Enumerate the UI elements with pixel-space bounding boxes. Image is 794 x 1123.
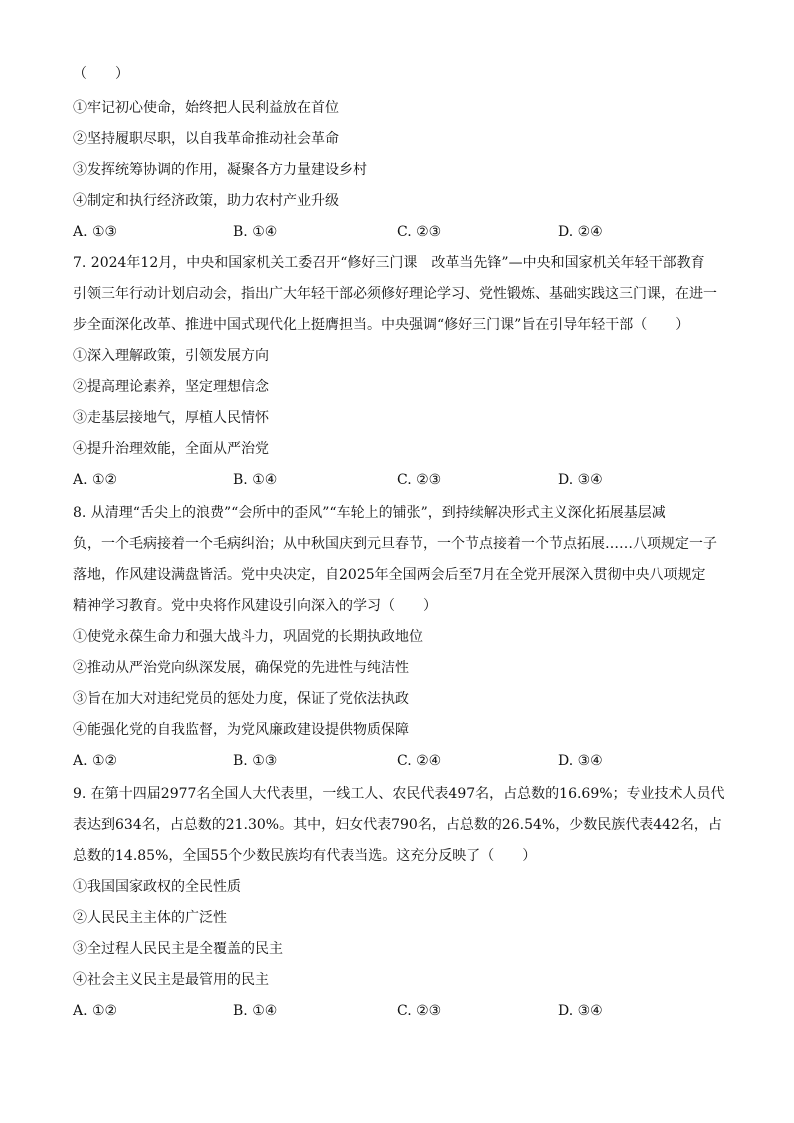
q9-option-d: D. ③④ [558, 1003, 603, 1019]
q8-statement-1: ①使党永葆生命力和强大战斗力，巩固党的长期执政地位 [73, 629, 423, 645]
q8-statement-4: ④能强化党的自我监督，为党风廉政建设提供物质保障 [73, 722, 409, 738]
q7-option-a: A. ①② [73, 472, 118, 488]
q7-statement-1: ①深入理解政策，引领发展方向 [73, 348, 269, 364]
option-a: A. ①③ [73, 224, 118, 240]
q9-option-a: A. ①② [73, 1003, 118, 1019]
q9-statement-2: ②人民民主主体的广泛性 [73, 910, 227, 926]
q8-option-a: A. ①② [73, 753, 118, 769]
q9-options-row [73, 1001, 723, 1021]
q8-stem-line-4: 精神学习教育。党中央将作风建设引向深入的学习（ ） [73, 598, 437, 614]
q9-stem-line-3: 总数的14.85%，全国55个少数民族均有代表当选。这充分反映了（ ） [73, 848, 537, 864]
q8-option-b: B. ①③ [233, 753, 278, 769]
q7-statement-2: ②提高理论素养，坚定理想信念 [73, 379, 269, 395]
q7-statement-3: ③走基层接地气，厚植人民情怀 [73, 410, 269, 426]
q7-statement-4: ④提升治理效能，全面从严治党 [73, 441, 269, 457]
q9-statement-3: ③全过程人民民主是全覆盖的民主 [73, 941, 283, 957]
q7-option-d: D. ③④ [558, 472, 603, 488]
q9-statement-1: ①我国国家政权的全民性质 [73, 879, 241, 895]
q7-stem-line-3: 步全面深化改革、推进中国式现代化上挺膺担当。中央强调“修好三门课”旨在引导年轻干部（ ） [73, 317, 690, 333]
q8-options-row [73, 751, 723, 771]
q7-option-c: C. ②③ [397, 472, 442, 488]
q8-stem-line-3: 落地，作风建设满盘皆活。党中央决定，自2025年全国两会后至7月在全党开展深入贯彻中央八项规定 [73, 567, 706, 583]
option-c: C. ②③ [397, 224, 442, 240]
q8-statement-3: ③旨在加大对违纪党员的惩处力度，保证了党依法执政 [73, 691, 409, 707]
statement-1: ①牢记初心使命，始终把人民利益放在首位 [73, 100, 339, 116]
q7-stem-line-2: 引领三年行动计划启动会，指出广大年轻干部必须修好理论学习、党性锻炼、基础实践这三门课，在进一 [73, 286, 717, 302]
q7-options-row [73, 470, 723, 490]
q8-stem-line-2: 负，一个毛病接着一个毛病纠治；从中秋国庆到元旦春节，一个节点接着一个节点拓展……八项规定一子 [73, 536, 717, 552]
statement-4: ④制定和执行经济政策，助力农村产业升级 [73, 193, 339, 209]
statement-2: ②坚持履职尽职，以自我革命推动社会革命 [73, 131, 339, 147]
q8-stem-line-1: 8. 从清理“舌尖上的浪费”“会所中的歪风”“车轮上的铺张”，到持续解决形式主义深化拓展基层减 [73, 505, 666, 521]
q9-stem-line-1: 9. 在第十四届2977名全国人大代表里，一线工人、农民代表497名，占总数的16.69%；专业技术人员代 [73, 786, 725, 802]
q9-stem-line-2: 表达到634名，占总数的21.30%。其中，妇女代表790名，占总数的26.54%，少数民族代表442名，占 [73, 817, 722, 833]
q8-option-d: D. ③④ [558, 753, 603, 769]
statement-3: ③发挥统筹协调的作用，凝聚各方力量建设乡村 [73, 162, 367, 178]
q9-option-b: B. ①④ [233, 1003, 278, 1019]
options-row [73, 222, 723, 242]
option-d: D. ②④ [558, 224, 603, 240]
q8-statement-2: ②推动从严治党向纵深发展，确保党的先进性与纯洁性 [73, 660, 409, 676]
q9-statement-4: ④社会主义民主是最管用的民主 [73, 972, 269, 988]
option-b: B. ①④ [233, 224, 278, 240]
q8-option-c: C. ②④ [397, 753, 442, 769]
q7-option-b: B. ①④ [233, 472, 278, 488]
answer-bracket: （ ） [73, 66, 129, 82]
q9-option-c: C. ②③ [397, 1003, 442, 1019]
q7-stem-line-1: 7. 2024年12月，中央和国家机关工委召开“修好三门课 改革当先锋”—中央和国家机关年轻干部教育 [73, 255, 705, 271]
